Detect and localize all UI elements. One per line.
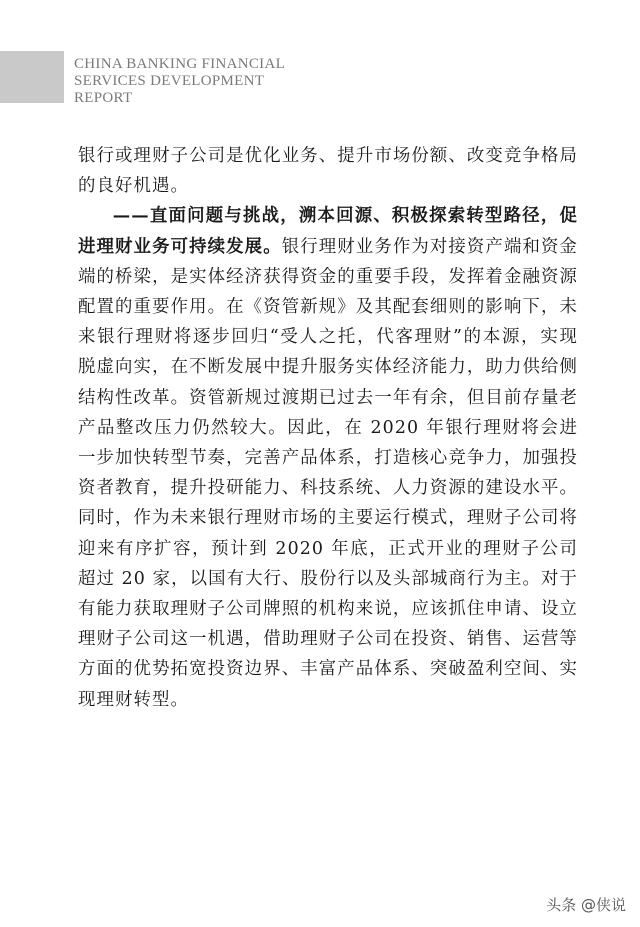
body-text (78, 141, 578, 715)
paragraph-2 (78, 201, 578, 714)
paragraph-1: 银行或理财子公司是优化业务、提升市场份额、改变竞争格局的良好机遇。 (78, 146, 578, 197)
header-gray-block (0, 51, 64, 103)
header-line-3: REPORT (74, 90, 133, 106)
source-watermark: 头条 @侠说 (546, 896, 626, 914)
running-header (74, 56, 285, 107)
paragraph-2-heading: ——直面问题与挑战，溯本回源、积极探索转型路径，促进理财业务可持续发展。 (78, 206, 578, 257)
header-line-2: SERVICES DEVELOPMENT (74, 73, 265, 89)
paragraph-2-text: 银行理财业务作为对接资产端和资金端的桥梁，是实体经济获得资金的重要手段，发挥着金融资源配置的重要作用。在《资管新规》及其配套细则的影响下，未来银行理财将逐步回归“受人之托，代客理财”的本源，实现脱虚向实，在不断发展中提升服务实体经济能力，助力供给侧结构性改革。资管新规过渡期已过去一年有余，但目前存量老产品整改压力仍然较大。因此，在 2020 年银行理财将会进一步加快转型节奏，完善产品体系，打造核心竞争力，加强投资者教育，提升投研能力、科技系统、人力资源的建设水平。同时，作为未来银行理财市场的主要运行模式，理财子公司将迎来有序扩容，预计到 2020 年底，正式开业的理财子公司超过 20 家，以国有大行、股份行以及头部城商行为主。对于有能力获取理财子公司牌照的机构来说，应该抓住申请、设立理财子公司这一机遇，借助理财子公司在投资、销售、运营等方面的优势拓宽投资边界、丰富产品体系、突破盈利空间、实现理财转型。 (78, 236, 578, 710)
header-line-1: CHINA BANKING FINANCIAL (74, 56, 286, 72)
